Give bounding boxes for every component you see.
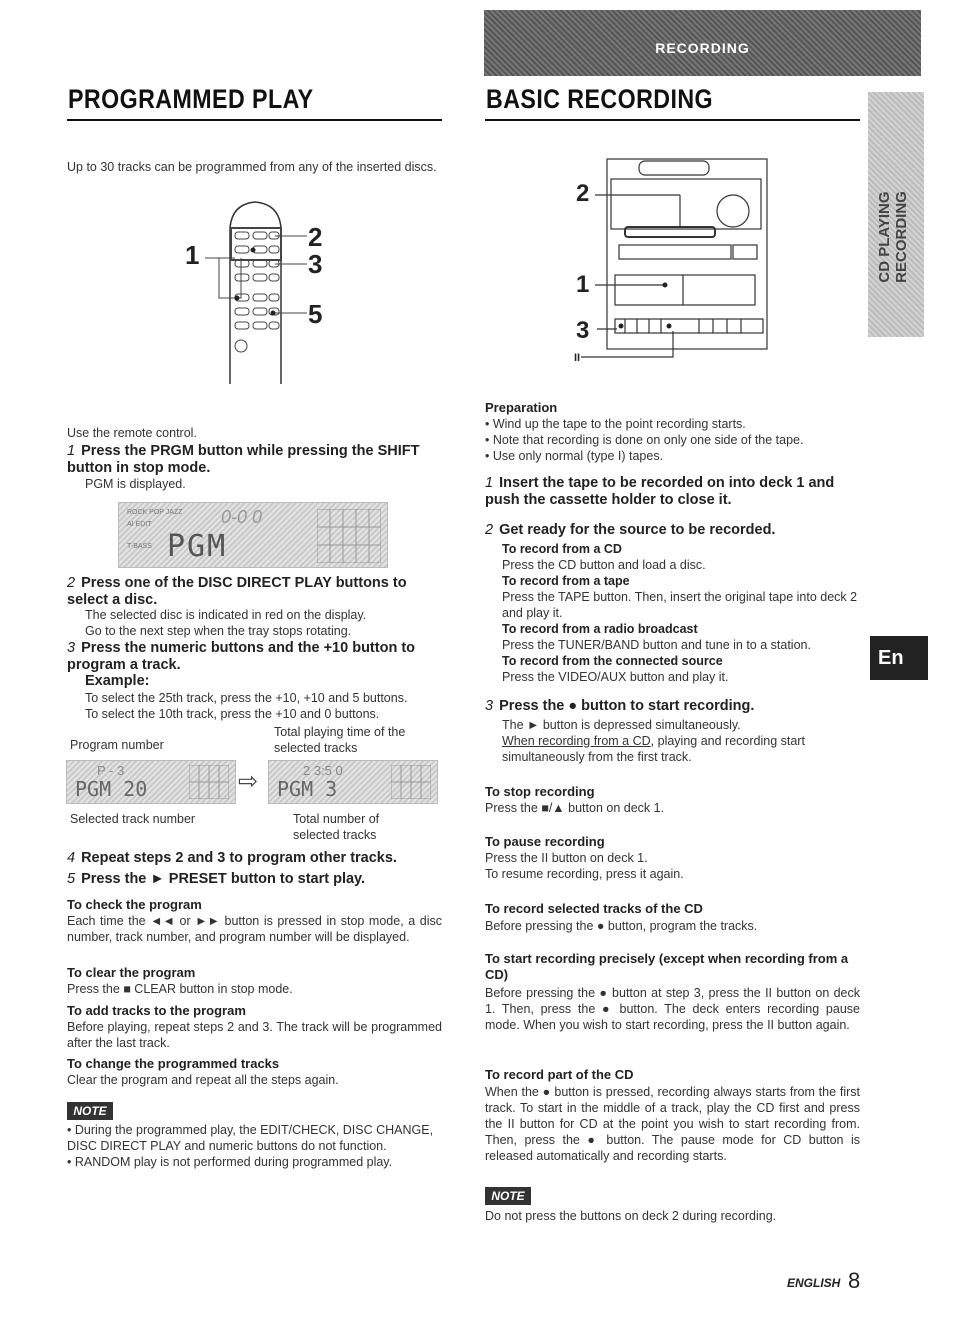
pause-recording-body (485, 850, 684, 882)
section-header-label: RECORDING (655, 40, 750, 56)
left-step-1 (67, 443, 445, 477)
left-step-3-text: Press the numeric buttons and the +10 button to program a track. (67, 640, 416, 673)
lcd3-top: 2 3:5 0 (303, 763, 343, 778)
callout-1: 1 (185, 240, 200, 270)
record-connected-title: To record from the connected source (502, 654, 723, 668)
preparation-title: Preparation (485, 400, 558, 415)
check-program-body: Each time the ◄◄ or ►► button is pressed in stop mode, a disc number, track number, and program number will be displayed. (67, 914, 442, 944)
right-step-3-underline: When recording from a CD (502, 734, 651, 748)
language-tab-en: En (870, 636, 928, 680)
right-step-1 (485, 475, 863, 509)
record-precise-title: To start recording precisely (except when recording from a CD) (485, 951, 849, 982)
clear-program-title: To clear the program (67, 965, 196, 980)
record-selected-title: To record selected tracks of the CD (485, 901, 703, 916)
record-connected-body: Press the VIDEO/AUX button and play it. (502, 670, 729, 684)
left-step-1-text: Press the PRGM button while pressing the SHIFT button in stop mode. (67, 443, 420, 476)
pause-recording-title: To pause recording (485, 834, 605, 849)
left-step-5-text: Press the ► PRESET button to start play. (81, 871, 366, 887)
prep-line-1: • Wind up the tape to the point recording starts. (485, 417, 746, 431)
right-step-3-rest: , playing and recording start simultaneously from the first track. (502, 734, 805, 764)
left-step-5 (67, 871, 365, 888)
right-step-2-num: 2 (485, 522, 494, 538)
left-step-2-text: Press one of the DISC DIRECT PLAY buttons to select a disc. (67, 575, 407, 608)
stereo-unit-illustration (565, 155, 815, 370)
prep-line-3: • Use only normal (type I) tapes. (485, 449, 664, 463)
callout-right-2: 2 (576, 180, 590, 207)
lcd-tag-1: ROCK POP JAZZ (127, 509, 183, 516)
right-step-3 (485, 698, 754, 715)
stop-recording-body: Press the ■/▲ button on deck 1. (485, 801, 665, 815)
title-rule-right (485, 119, 860, 121)
label-selected-track: Selected track number (70, 812, 196, 826)
use-remote-text: Use the remote control. (67, 426, 197, 440)
stop-recording-title: To stop recording (485, 784, 595, 799)
change-tracks-title: To change the programmed tracks (67, 1056, 280, 1071)
preparation-body (485, 416, 860, 464)
lcd-tag-2: AI EDIT (127, 521, 152, 528)
note-left-1: • During the programmed play, the EDIT/CHECK, DISC CHANGE, DISC DIRECT PLAY and numeric buttons do not function. (67, 1123, 434, 1153)
left-step-3 (67, 640, 447, 674)
right-step-3-body-2 (502, 733, 860, 765)
left-step-4-text: Repeat steps 2 and 3 to program other tracks. (81, 850, 397, 866)
left-step-4-num: 4 (67, 850, 76, 866)
basic-recording-title: BASIC RECORDING (486, 84, 714, 114)
lcd2-top: P - 3 (97, 763, 125, 778)
footer-language: ENGLISH (787, 1276, 841, 1290)
side-tab-line1: CD PLAYING (876, 191, 893, 283)
callout-3: 3 (308, 249, 323, 279)
record-selected-body: Before pressing the ● button, program the tracks. (485, 919, 758, 933)
check-program-title: To check the program (67, 897, 202, 912)
label-total-number: Total number of selected tracks (293, 812, 380, 842)
record-tape-title: To record from a tape (502, 574, 630, 588)
lcd-top-digits: 0-0 0 (221, 507, 263, 527)
side-tab-cd-playing-recording (868, 92, 924, 337)
left-step-3-num: 3 (67, 640, 76, 656)
pause-icon: II (574, 352, 581, 364)
note-left-2: • RANDOM play is not performed during programmed play. (67, 1155, 393, 1169)
lcd-pgm-text: PGM (167, 529, 228, 564)
prep-line-2: • Note that recording is done on only one side of the tape. (485, 433, 804, 447)
page-number: 8 (848, 1268, 861, 1293)
right-step-3-body (502, 717, 860, 765)
lcd-tag-3: T-BASS (127, 543, 152, 550)
lcd3-main: PGM 3 (277, 777, 338, 801)
record-cd-body: Press the CD button and load a disc. (502, 558, 706, 572)
record-radio-body: Press the TUNER/BAND button and tune in to a station. (502, 638, 811, 652)
example-line-1: To select the 25th track, press the +10, +10 and 5 buttons. (85, 691, 408, 705)
right-step-1-num: 1 (485, 475, 494, 491)
record-tape-body: Press the TAPE button. Then, insert the original tape into deck 2 and play it. (502, 590, 858, 620)
side-tab-label (876, 147, 910, 327)
callout-2: 2 (308, 222, 323, 252)
left-step-2-body-2: Go to the next step when the tray stops rotating. (85, 624, 352, 638)
lcd2-main: PGM 20 (75, 777, 148, 801)
example-heading: Example: (85, 673, 150, 689)
record-radio-title: To record from a radio broadcast (502, 622, 698, 636)
left-step-2 (67, 575, 445, 609)
example-body (85, 690, 445, 722)
record-cd-title: To record from a CD (502, 542, 622, 556)
lcd3-grid (391, 765, 431, 799)
callout-right-1: 1 (576, 271, 590, 298)
clear-program-body: Press the ■ CLEAR button in stop mode. (67, 982, 293, 996)
record-part-title: To record part of the CD (485, 1067, 634, 1082)
left-step-2-body (85, 607, 445, 639)
program-number-display (66, 760, 236, 804)
title-rule-left (67, 119, 442, 121)
lcd-track-grid (317, 509, 381, 563)
side-tab-line2: RECORDING (893, 191, 910, 283)
pause-line-1: Press the II button on deck 1. (485, 851, 648, 865)
right-step-2 (485, 522, 775, 539)
right-step-2-text: Get ready for the source to be recorded. (499, 522, 776, 538)
pause-line-2: To resume recording, press it again. (485, 867, 684, 881)
total-time-display (268, 760, 438, 804)
right-step-3-text: Press the ● button to start recording. (499, 698, 755, 714)
add-tracks-body: Before playing, repeat steps 2 and 3. The track will be programmed after the last track. (67, 1020, 442, 1050)
callout-right-3: 3 (576, 317, 590, 344)
note-right-body: Do not press the buttons on deck 2 during recording. (485, 1209, 777, 1223)
right-step-2-body (502, 541, 860, 685)
left-step-1-num: 1 (67, 443, 76, 459)
left-step-2-body-1: The selected disc is indicated in red on the display. (85, 608, 367, 622)
lcd2-grid (189, 765, 229, 799)
label-total-playing-time: Total playing time of the selected tracks (274, 725, 406, 755)
arrow-icon: ⇨ (238, 768, 259, 795)
callout-5: 5 (308, 299, 323, 329)
label-program-number: Program number (70, 738, 164, 752)
note-badge-right: NOTE (485, 1187, 531, 1205)
add-tracks-title: To add tracks to the program (67, 1003, 246, 1018)
left-step-2-num: 2 (67, 575, 76, 591)
note-left-body (67, 1122, 442, 1170)
right-step-3-body-1: The ► button is depressed simultaneously. (502, 718, 741, 732)
right-step-3-num: 3 (485, 698, 494, 714)
right-step-1-text: Insert the tape to be recorded on into deck 1 and push the cassette holder to close it. (485, 475, 835, 508)
section-header-recording (484, 10, 921, 76)
programmed-play-title: PROGRAMMED PLAY (68, 84, 314, 114)
record-part-body: When the ● button is pressed, recording always starts from the first track. To start in the middle of a track, play the CD first and press the II button for CD at the point you wish to start recording from. Then, press the ● button. The pause mode for CD button is released automatically and recording starts. (485, 1085, 860, 1163)
left-step-4 (67, 850, 397, 867)
change-tracks-body: Clear the program and repeat all the steps again. (67, 1073, 339, 1087)
left-step-5-num: 5 (67, 871, 76, 887)
left-step-1-body: PGM is displayed. (85, 477, 186, 491)
example-line-2: To select the 10th track, press the +10 and 0 buttons. (85, 707, 380, 721)
intro-text: Up to 30 tracks can be programmed from any of the inserted discs. (67, 160, 437, 174)
pgm-display (118, 502, 388, 568)
record-precise-body: Before pressing the ● button at step 3, press the II button on deck 1. Then, press the ● button. The deck enters recording pause mode. When you wish to start recording, press the II button again. (485, 986, 860, 1032)
note-badge-left: NOTE (67, 1102, 113, 1120)
